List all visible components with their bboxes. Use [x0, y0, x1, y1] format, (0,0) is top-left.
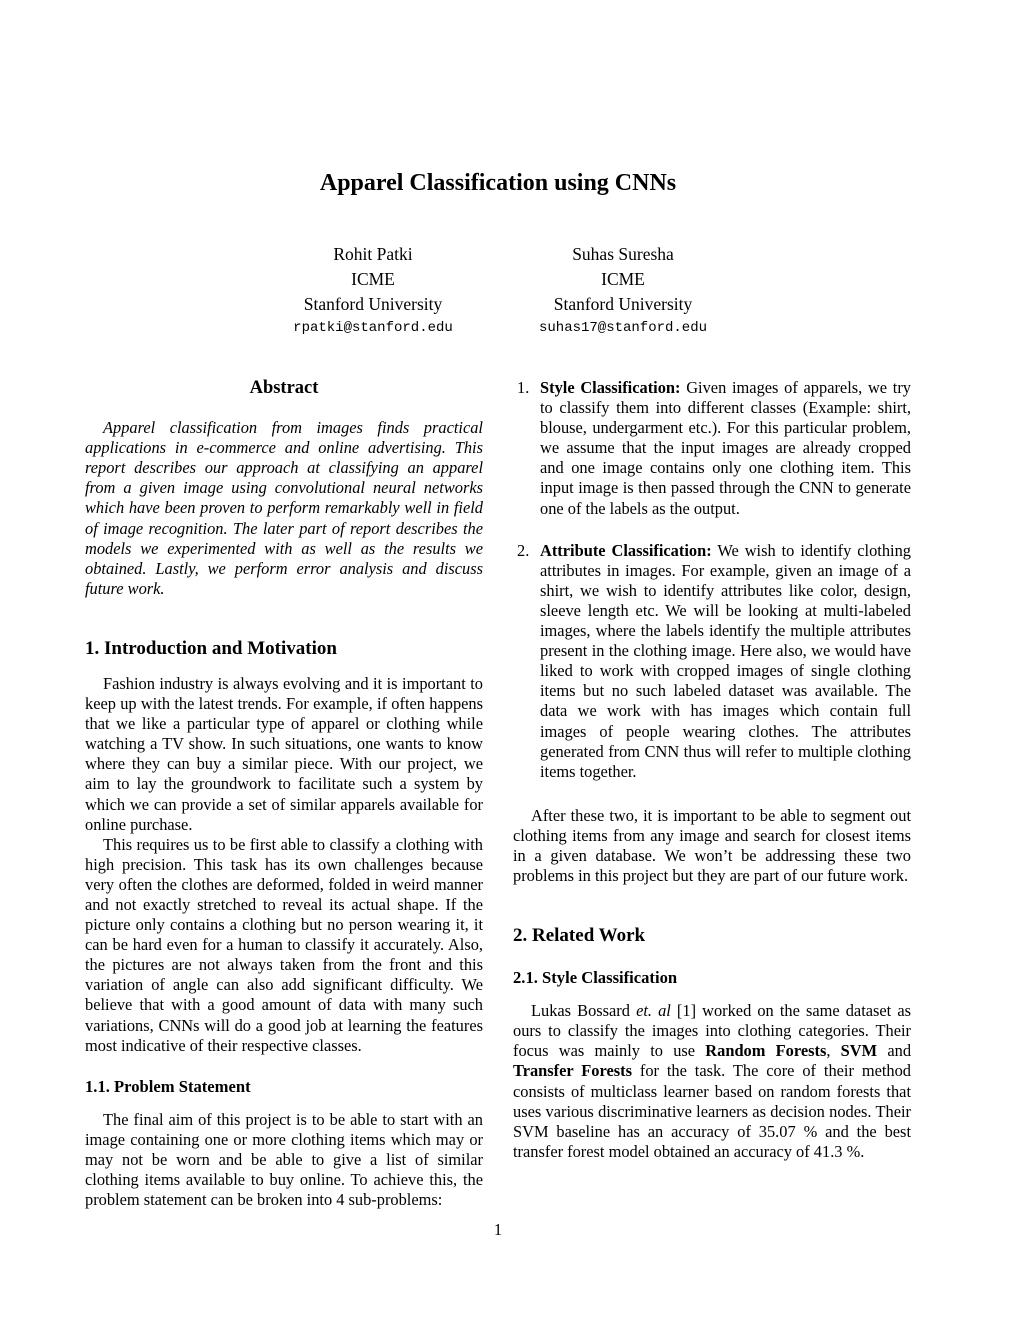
paper-header [85, 168, 911, 339]
subproblem-item-2 [513, 541, 911, 782]
abstract-body: Apparel classification from images finds practical applications in e-commerce and online advertising. This report describes our approach at classifying an apparel from a given image using convolutional neural networks which have been proven to perform remarkably well in field of image recognition. The later part of report describes the models we experimented with as well as the results we obtained. Lastly, we perform error analysis and discuss future work. [85, 418, 483, 598]
authors-row [85, 242, 911, 339]
list-item-number: 1. [517, 378, 530, 397]
related-work-paragraph: Lukas Bossard et. al [1] worked on the same dataset as ours to classify the images into clothing categories. Their focus was mainly to use Random Forests, SVM and Transfer Forests for the task. The core of their method consists of multiclass learner based on random forests that uses various discriminative learners as decision nodes. Their SVM baseline has an accuracy of 35.07 % and the best transfer forest model obtained an accuracy of 41.3 %. [513, 1001, 912, 1161]
subproblem-item-1 [513, 378, 911, 519]
list-item-text: Given images of apparels, we try to classify them into different classes (Example: shirt, blouse, undergarment etc.). For this particular problem, we assume that the input images are already cropped and one image contains only one clothing item. This input image is then passed through the CNN to generate one of the labels as the output. [540, 378, 911, 518]
abstract-heading: Abstract [249, 378, 319, 398]
introduction-paragraph-2: This requires us to be first able to classify a clothing with high precision. This task has its own challenges because very often the clothes are deformed, folded in weird manner and not exactly stretched to reveal its actual shape. If the picture only contains a clothing but no person wearing it, it can be hard even for a human to classify it accurately. Also, the pictures are not always taken from the front and this variation of angle can also add significant difficulty. We believe that with a good amount of data with many such variations, CNNs will do a good job at learning the features most indicative of their respective classes. [85, 834, 483, 1055]
left-column [85, 378, 483, 1210]
subsection-heading-problem-statement: 1.1. Problem Statement [85, 1076, 251, 1096]
author-block-1 [248, 242, 498, 339]
author-department: ICME [351, 269, 395, 289]
introduction-paragraph-1: Fashion industry is always evolving and it is important to keep up with the latest trends. For example, if often happens that we like a particular type of apparel or clothing while watching a TV show. In such situations, one wants to know where they can buy a similar piece. With our project, we aim to lay the groundwork to facilitate such a system by which we can provide a set of similar apparels available for online purchase. [85, 673, 483, 834]
page-number: 1 [493, 1220, 503, 1239]
author-name: Rohit Patki [333, 244, 413, 264]
subsection-heading-style-classification: 2.1. Style Classification [513, 968, 678, 988]
author-university: Stanford University [553, 294, 693, 314]
paper-title: Apparel Classification using CNNs [319, 170, 677, 196]
section-heading-related-work: 2. Related Work [513, 925, 646, 947]
list-item-label: Style Classification: [540, 378, 681, 397]
author-block-2 [498, 242, 748, 339]
section-heading-introduction: 1. Introduction and Motivation [85, 637, 337, 659]
author-university: Stanford University [303, 294, 443, 314]
problem-statement-paragraph: The final aim of this project is to be able to start with an image containing one or more clothing items which may or may not be worn and be able to give a list of similar clothing items available to buy online. To achieve this, the problem statement can be broken into 4 sub-problems: [85, 1109, 483, 1210]
right-column [513, 378, 911, 1162]
author-department: ICME [601, 269, 645, 289]
list-item-text: We wish to identify clothing attributes in images. For example, given an image of a shirt, we wish to identify attributes like color, design, sleeve length etc. We will be looking at multi-labeled images, where the labels identify the multiple attributes present in the clothing image. Here also, we would have liked to work with cropped images of single clothing items but no such labeled dataset was available. The data we work with has images which contain full images of people wearing clothes. The attributes generated from CNN thus will refer to multiple clothing items together. [540, 540, 911, 781]
future-work-paragraph: After these two, it is important to be able to segment out clothing items from any image and search for closest items in a given database. We won’t be addressing these two problems in this project but they are part of our future work. [513, 805, 911, 886]
list-item-label: Attribute Classification: [540, 540, 712, 560]
author-email: suhas17@stanford.edu [538, 320, 708, 336]
list-item-number: 2. [517, 540, 530, 560]
author-email: rpatki@stanford.edu [293, 320, 453, 336]
author-name: Suhas Suresha [572, 244, 674, 264]
